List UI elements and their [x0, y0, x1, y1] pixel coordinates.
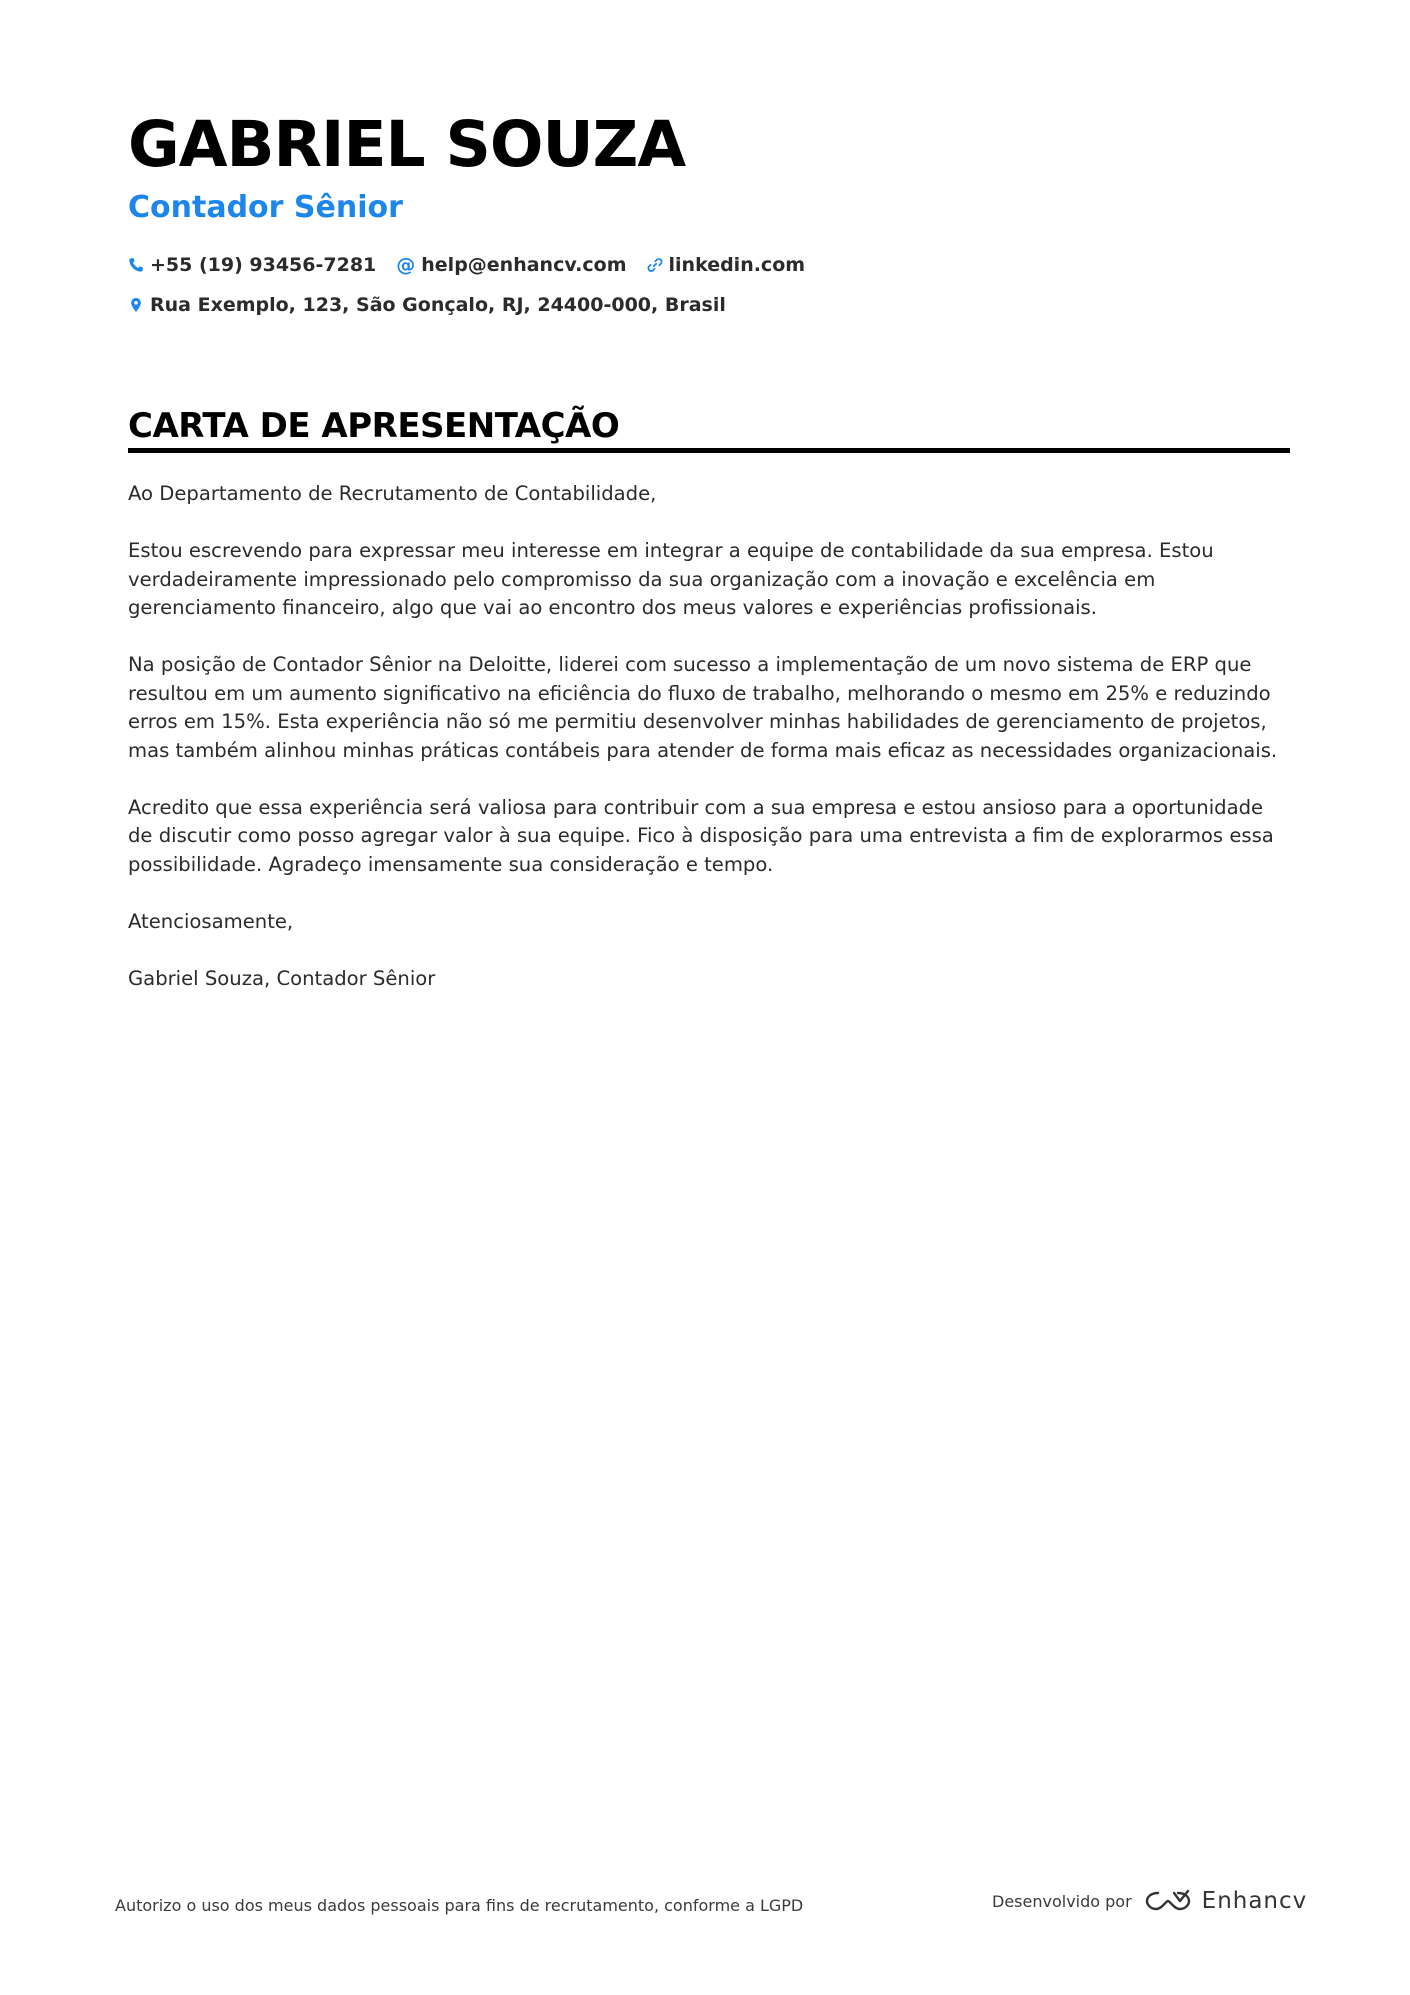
footer-brand[interactable]: [992, 1888, 1307, 1914]
section-title: CARTA DE APRESENTAÇÃO: [128, 406, 620, 446]
email-text: help@enhancv.com: [421, 254, 627, 276]
contact-email[interactable]: [396, 254, 626, 276]
letter-paragraph: Acredito que essa experiência será valiosa para contribuir com a sua empresa e estou ansioso para a oportunidade de discutir como posso agregar valor à sua equipe. Fico à disposição para uma entrevista a fim de explorarmos essa possibilidade. Agradeço imensamente sua consideração e tempo.: [128, 795, 1274, 876]
contact-address: [128, 294, 726, 316]
contact-website[interactable]: [647, 254, 806, 276]
website-text: linkedin.com: [668, 254, 806, 276]
letter-salutation: Ao Departamento de Recrutamento de Contabilidade,: [128, 482, 657, 505]
letter-signature: Gabriel Souza, Contador Sênior: [128, 966, 436, 990]
job-title: Contador Sênior: [128, 190, 403, 225]
letter-paragraph: Estou escrevendo para expressar meu interesse em integrar a equipe de contabilidade da sua empresa. Estou verdadeiramente impressionado pelo compromisso da sua organização com a inovação e excelência em gerenciamento financeiro, algo que vai ao encontro dos meus valores e experiências profissionais.: [128, 539, 1214, 619]
link-icon: [647, 257, 663, 273]
location-pin-icon: [128, 297, 144, 313]
brand-name: Enhancv: [1201, 1888, 1308, 1914]
letter-paragraph: Na posição de Contador Sênior na Deloitte, liderei com sucesso a implementação de um novo sistema de ERP que resultou em um aumento significativo na eficiência do fluxo de trabalho, melhorando o mesmo em 25% e reduzindo erros em 15%. Esta experiência não só me permitiu desenvolver minhas habilidades de gerenciamento de projetos, mas também alinhou minhas práticas contábeis para atender de forma mais eficaz as necessidades organizacionais.: [128, 653, 1278, 762]
enhancv-logo-icon: [1144, 1888, 1192, 1914]
section-divider: [128, 448, 1290, 453]
footer-consent: Autorizo o uso dos meus dados pessoais para fins de recrutamento, conforme a LGPD: [115, 1896, 804, 1915]
powered-by-label: Desenvolvido por: [992, 1891, 1132, 1911]
candidate-name: GABRIEL SOUZA: [128, 108, 686, 181]
address-text: Rua Exemplo, 123, São Gonçalo, RJ, 24400-000, Brasil: [150, 294, 726, 316]
phone-icon: [128, 257, 144, 273]
contact-phone[interactable]: [128, 254, 376, 276]
at-icon: @: [396, 254, 416, 276]
letter-closing: Atenciosamente,: [128, 909, 294, 933]
contact-row-primary: [128, 254, 825, 276]
letter-body: [128, 480, 1290, 1022]
contact-row-address: [128, 294, 746, 316]
phone-text: +55 (19) 93456-7281: [150, 254, 377, 276]
